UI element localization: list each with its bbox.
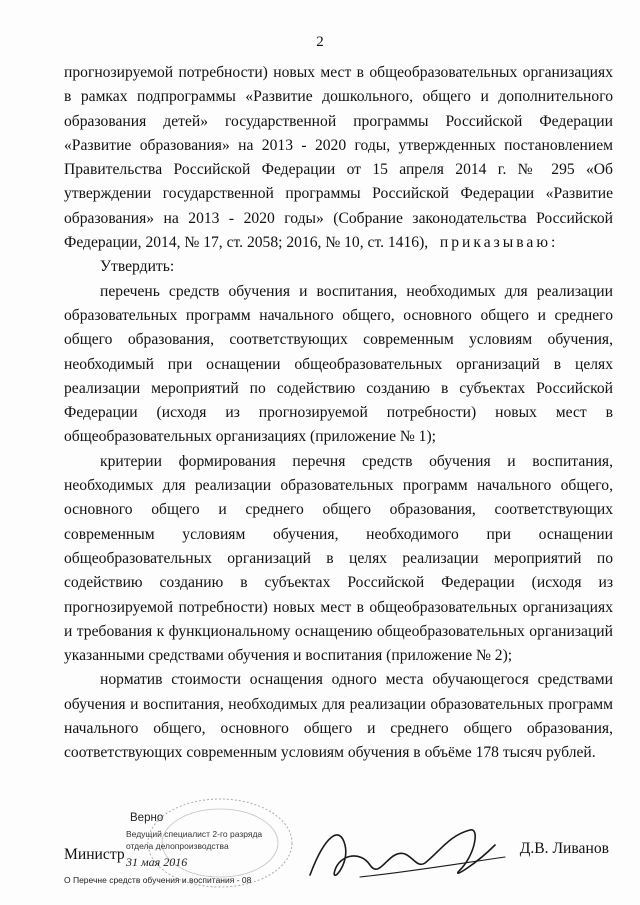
order-keyword: приказываю:	[439, 234, 559, 252]
signatory-name: Д.В. Ливанов	[519, 840, 609, 857]
signatory-title: Министр	[64, 846, 125, 863]
document-body	[64, 61, 613, 766]
paragraph-4: критерии формирования перечня средств обучения и воспитания, необходимых для реализации образовательных программ начального общего, основного общего и среднего общего образования, соответствующих современным условиям обучения, необходимого при оснащении общеобразовательных организаций в целях реализации мероприятий по содействию созданию в субъектах Российской Федерации (исходя из прогнозируемой потребности) новых мест в общеобразовательных организациях и требования к функциональному оснащению общеобразовательных организаций указанными средствами обучения и воспитания (приложение № 2);	[64, 452, 613, 665]
paragraph-1	[64, 61, 613, 255]
page-number: 2	[316, 34, 324, 50]
paragraph-5: норматив стоимости оснащения одного места обучающегося средствами обучения и воспитания, необходимых для реализации образовательных программ начального общего, основного общего и среднего общего образования, соответствующих современным условиям обучения в объёме 178 тысяч рублей.	[64, 671, 613, 762]
certification-position: Ведущий специалист 2-го разряда	[126, 829, 263, 839]
paragraph-1-text: прогнозируемой потребности) новых мест в общеобразовательных организациях в рамках подпрограммы «Развитие дошкольного, общего и дополнительного образования детей» государственной программы Российской Федерации «Развитие образования» на 2013 - 2020 годы, утвержденных постановлением Правительства Российской Федерации от 15 апреля 2014 г. № 295 «Об утверждении государственной программы Российской Федерации «Развитие образования» на 2013 - 2020 годы» (Собрание законодательства Российской Федерации, 2014, № 17, ст. 2058; 2016, № 10, ст. 1416),	[64, 64, 613, 252]
certification-stamp	[120, 812, 330, 882]
certification-verno: Верно	[130, 812, 164, 824]
certification-department: отдела делопроизводства	[126, 841, 229, 851]
paragraph-3: перечень средств обучения и воспитания, необходимых для реализации образовательных программ начального общего, основного общего и среднего общего образования, соответствующих современным условиям обучения, необходимый при оснащении общеобразовательных организаций в целях реализации мероприятий по содействию созданию в субъектах Российской Федерации (исходя из прогнозируемой потребности) новых мест в общеобразовательных организациях (приложение № 1);	[64, 282, 613, 446]
footer-note: О Перечне средств обучения и воспитания - 08	[64, 875, 252, 885]
handwritten-signature-icon	[300, 815, 520, 895]
certification-date: 31 мая 2016	[126, 855, 188, 869]
paragraph-2: Утвердить:	[100, 258, 175, 276]
